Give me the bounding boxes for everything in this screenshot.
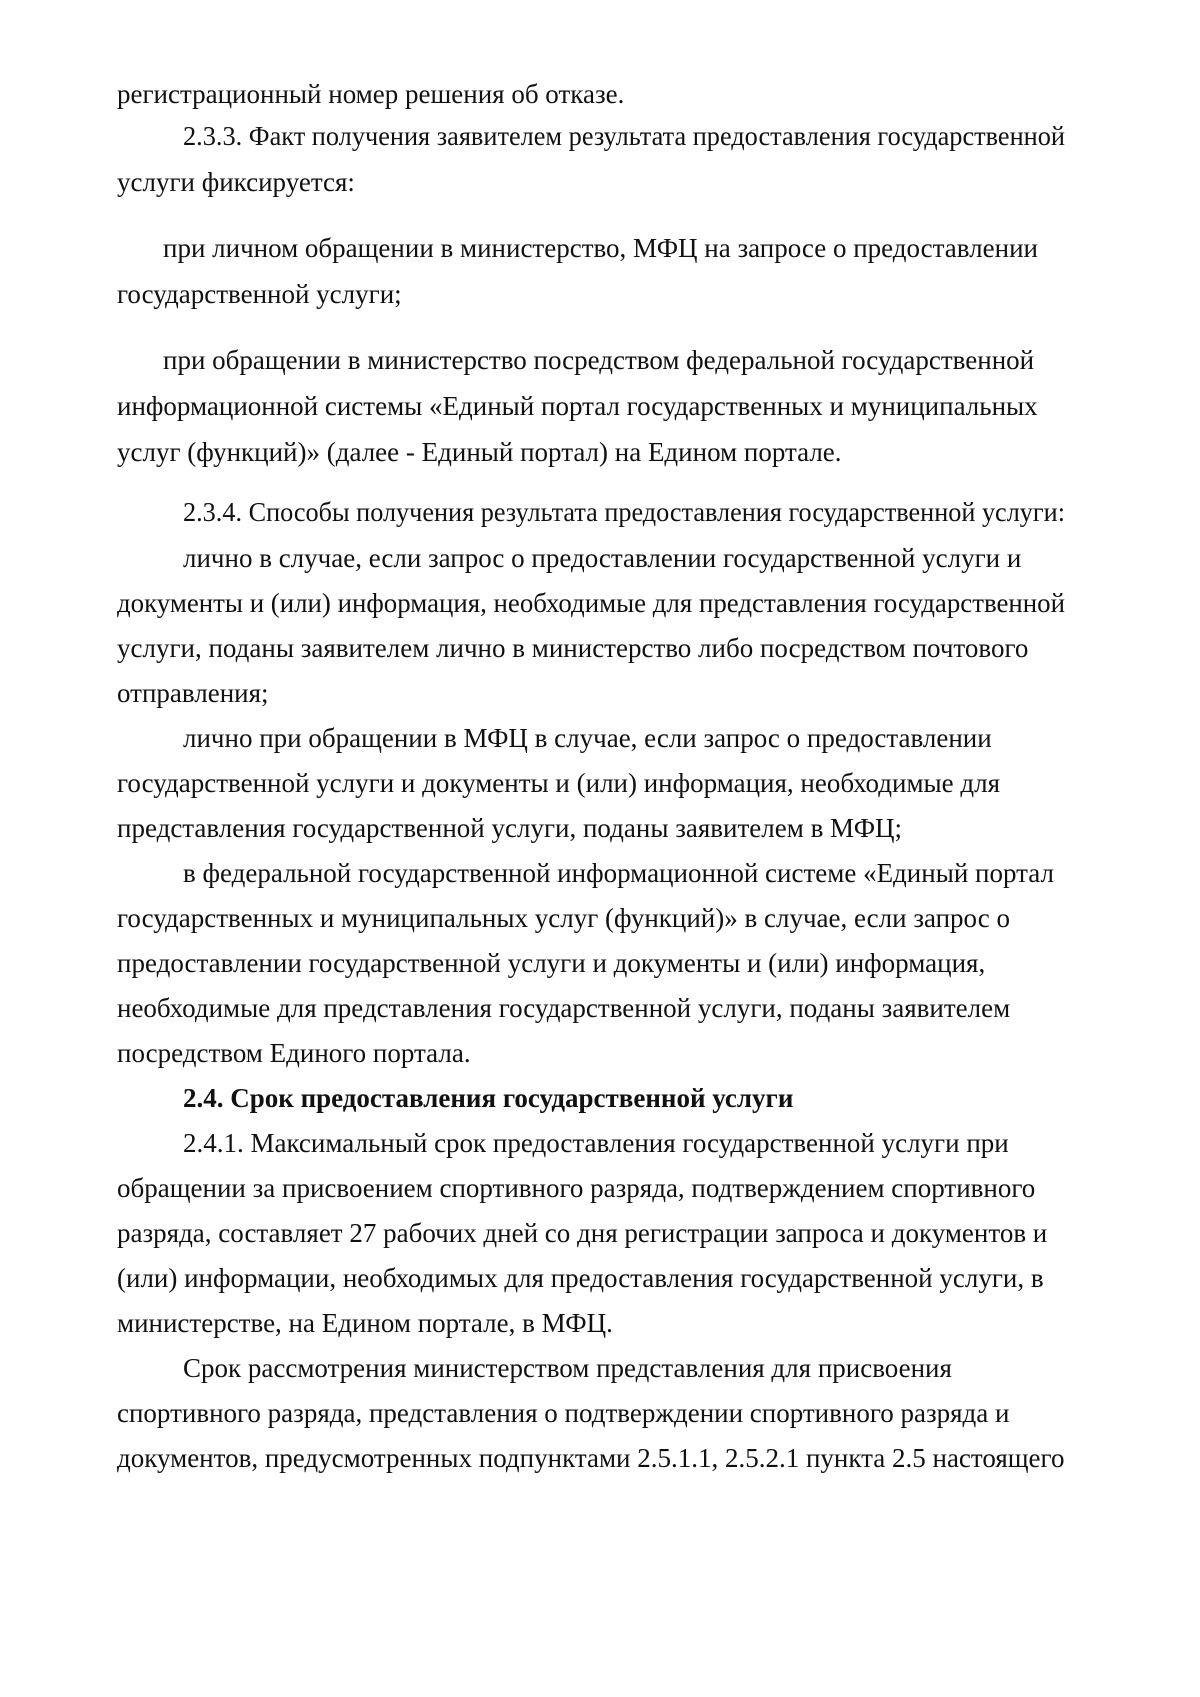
document-page: регистрационный номер решения об отказе. 2.3.3. Факт получения заявителем результата предоставления государственной услуги фиксируется: при личном обращении в министерство, МФЦ на запросе о предоставлении государственной услуги; при обращении в министерство посредством федеральной государственной информационной системы «Единый портал государственных и муниципальных услуг (функций)» (далее - Единый портал) на Едином портале. 2.3.4. Способы получения результата предоставления государственной услуги: лично в случае, если запрос о предоставлении государственной услуги и документы и (или) информация, необходимые для представления государственной услуги, поданы заявителем лично в министерство либо посредством почтового отправления; лично при обращении в МФЦ в случае, если запрос о предоставлении государственной услуги и документы и (или) информация, необходимые для представления государственной услуги, поданы заявителем в МФЦ; в федеральной государственной информационной системе «Единый портал государственных и муниципальных услуг (функций)» в случае, если запрос о предоставлении государственной услуги и документы и (или) информация, необходимые для представления государственной услуги, поданы заявителем посредством Единого портала. 2.4. Срок предоставления государственной услуги 2.4.1. Максимальный срок предоставления государственной услуги при обращении за присвоением спортивного разряда, подтверждением спортивного разряда, составляет 27 рабочих дней со дня регистрации запроса и документов и (или) информации, необходимых для предоставления государственной услуги, в министерстве, на Едином портале, в МФЦ. Срок рассмотрения министерством представления для присвоения спортивного разряда, представления о подтверждении спортивного разряда и документов, предусмотренных подпунктами 2.5.1.1, 2.5.2.1 пункта 2.5 настоящего (117, 79, 1065, 1473)
